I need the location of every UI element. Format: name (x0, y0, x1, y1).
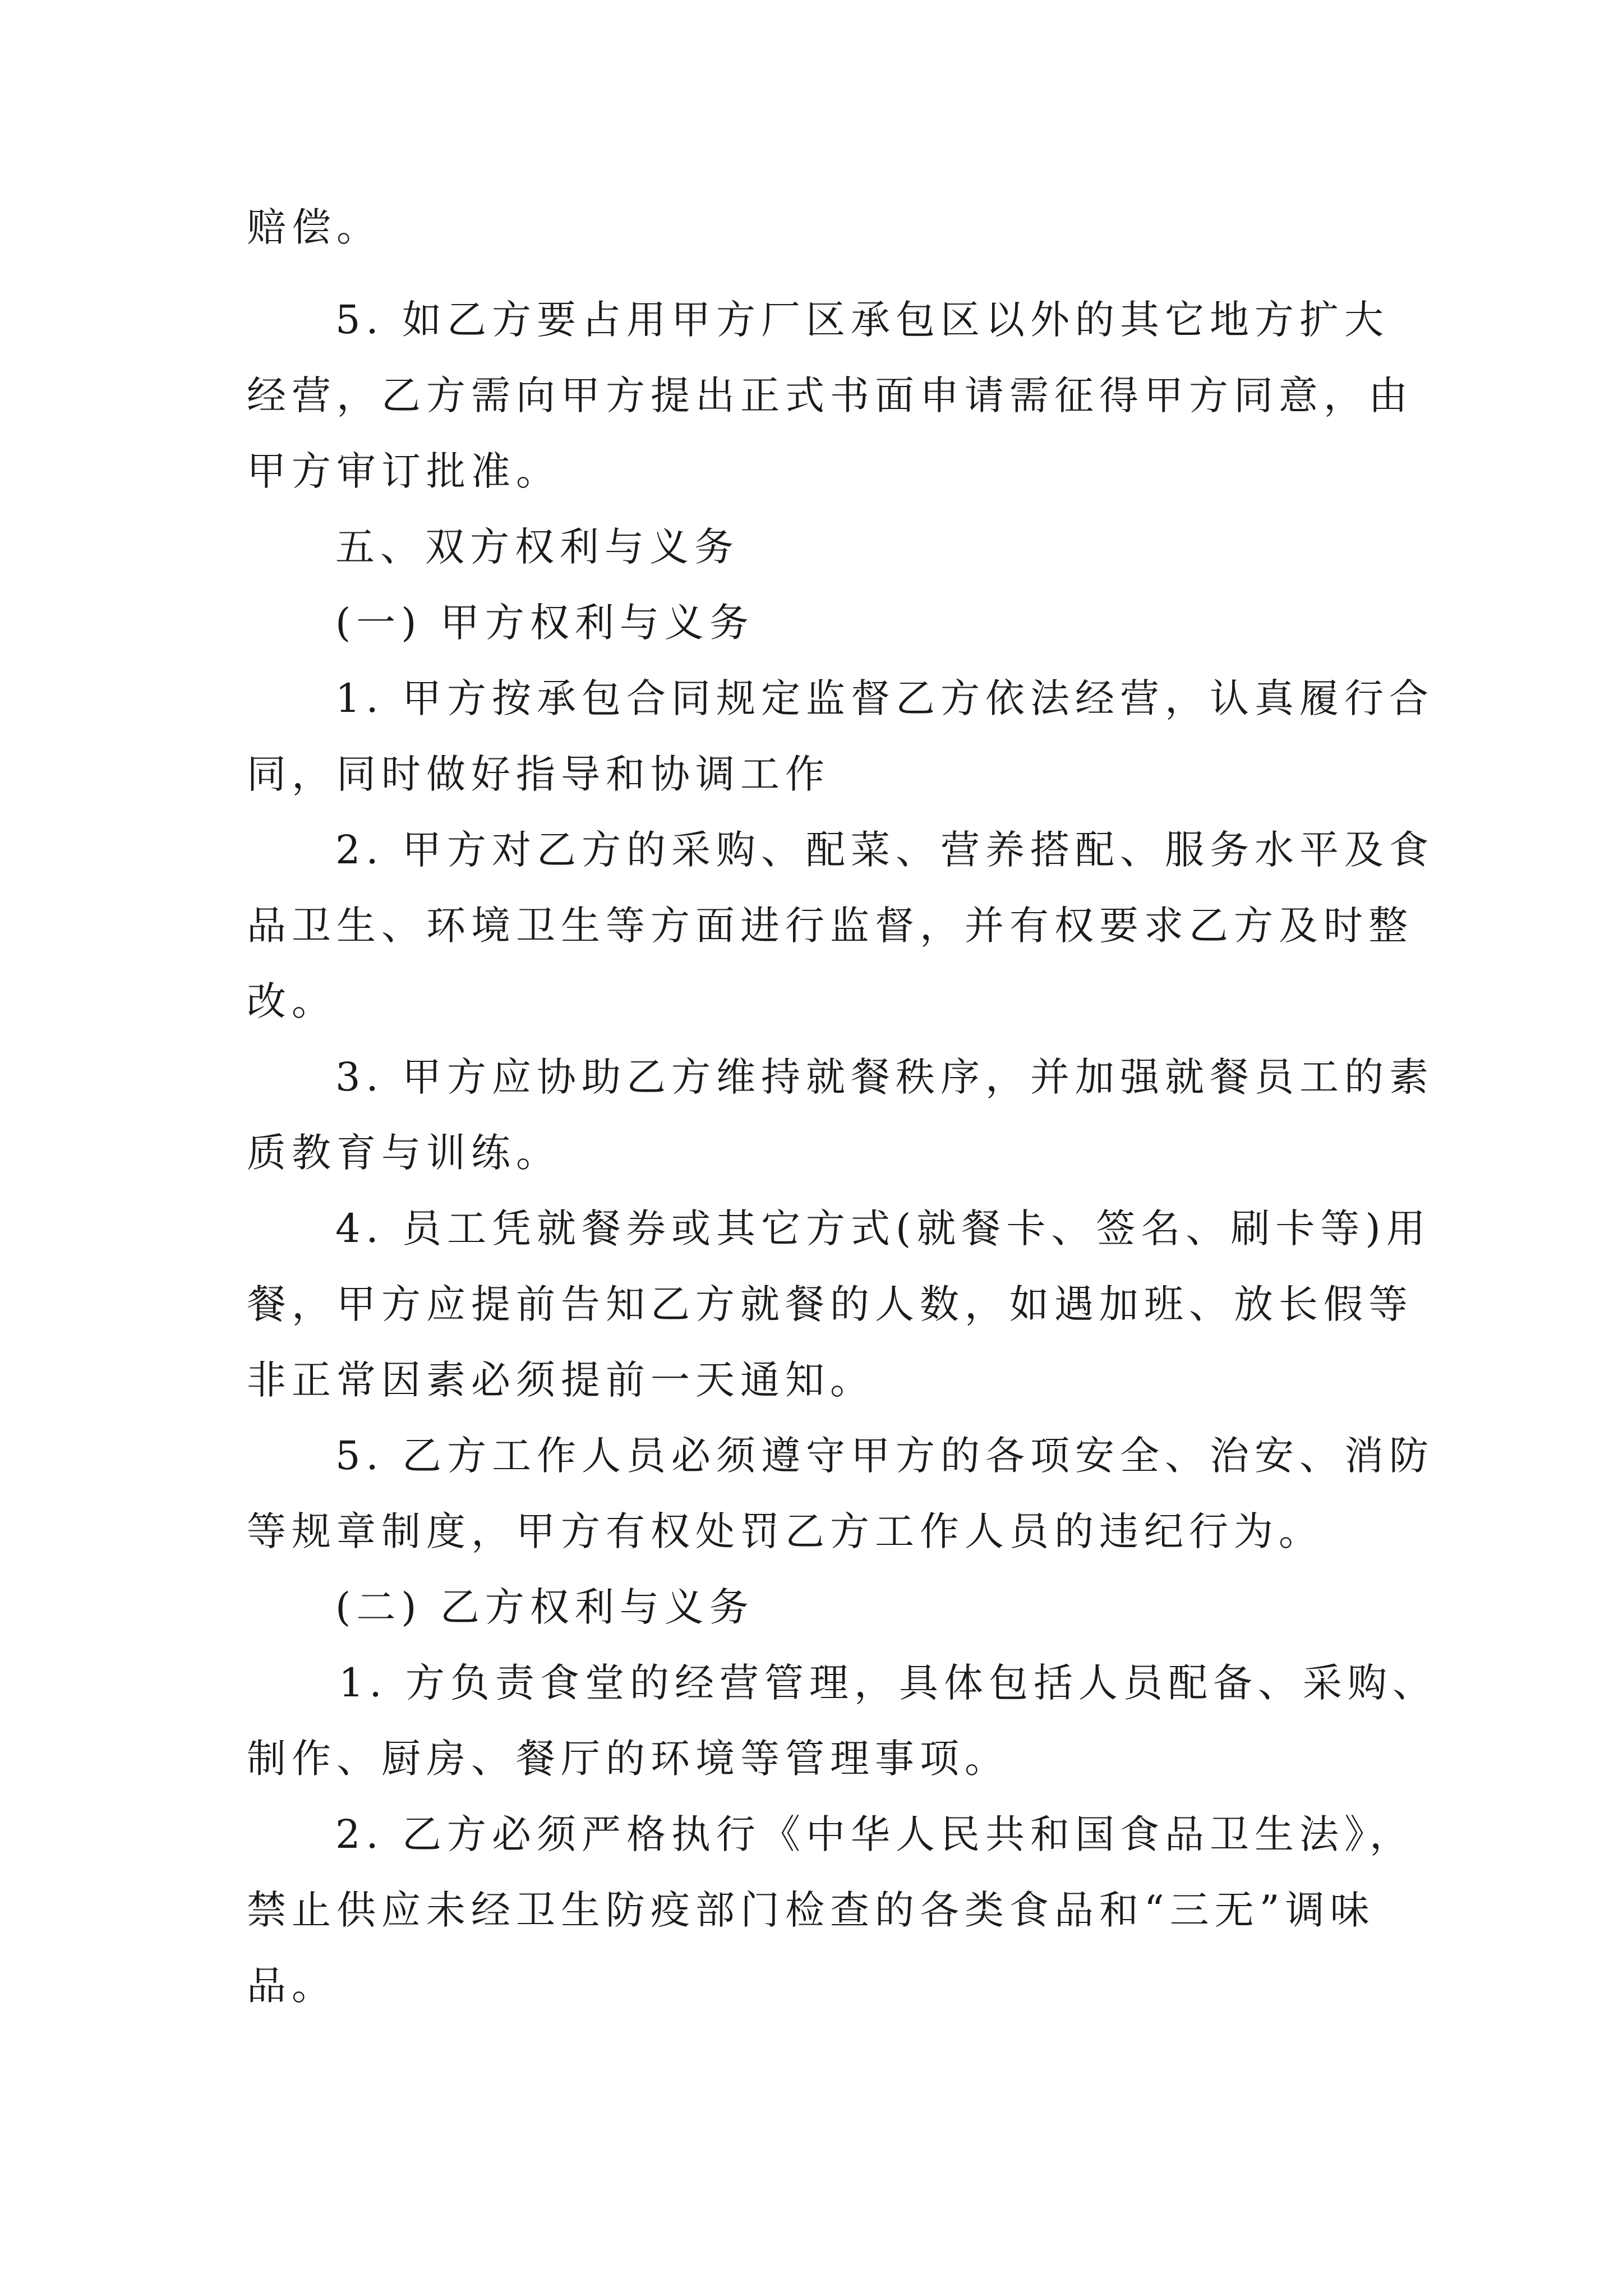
text-line: 5. 如乙方要占用甲方厂区承包区以外的其它地方扩大 (335, 297, 1390, 343)
subsection-heading: (一) 甲方权利与义务 (335, 600, 754, 646)
text-line: 2. 乙方必须严格执行《中华人民共和国食品卫生法》， (335, 1811, 1415, 1857)
text-line: 赔偿。 (247, 204, 381, 250)
text-line: 3. 甲方应协助乙方维持就餐秩序，并加强就餐员工的素 (335, 1054, 1435, 1100)
text-line: 品卫生、环境卫生等方面进行监督，并有权要求乙方及时整 (247, 903, 1413, 949)
text-line: 餐，甲方应提前告知乙方就餐的人数，如遇加班、放长假等 (247, 1281, 1413, 1327)
text-line: 2. 甲方对乙方的采购、配菜、营养搭配、服务水平及食 (335, 827, 1435, 873)
text-line: 非正常因素必须提前一天通知。 (247, 1357, 875, 1403)
text-line: 5. 乙方工作人员必须遵守甲方的各项安全、治安、消防 (335, 1433, 1435, 1479)
text-line: 1. 方负责食堂的经营管理，具体包括人员配备、采购、 (339, 1660, 1438, 1706)
text-line: 4. 员工凭就餐券或其它方式(就餐卡、签名、刷卡等)用 (335, 1205, 1431, 1251)
text-line: 禁止供应未经卫生防疫部门检查的各类食品和“三无”调味 (247, 1887, 1375, 1933)
text-line: 改。 (247, 978, 336, 1024)
text-line: 经营，乙方需向甲方提出正式书面申请需征得甲方同意，由 (247, 372, 1413, 418)
section-heading: 五、双方权利与义务 (335, 524, 739, 570)
text-line: 制作、厨房、餐厅的环境等管理事项。 (247, 1736, 1009, 1782)
text-line: 质教育与训练。 (247, 1130, 561, 1176)
text-line: 同，同时做好指导和协调工作 (247, 751, 830, 797)
text-line: 甲方审订批准。 (247, 448, 561, 494)
text-line: 1. 甲方按承包合同规定监督乙方依法经营，认真履行合 (335, 675, 1435, 721)
text-line: 品。 (247, 1963, 336, 2009)
text-line: 等规章制度，甲方有权处罚乙方工作人员的违纪行为。 (247, 1508, 1324, 1554)
subsection-heading: (二) 乙方权利与义务 (335, 1584, 754, 1630)
